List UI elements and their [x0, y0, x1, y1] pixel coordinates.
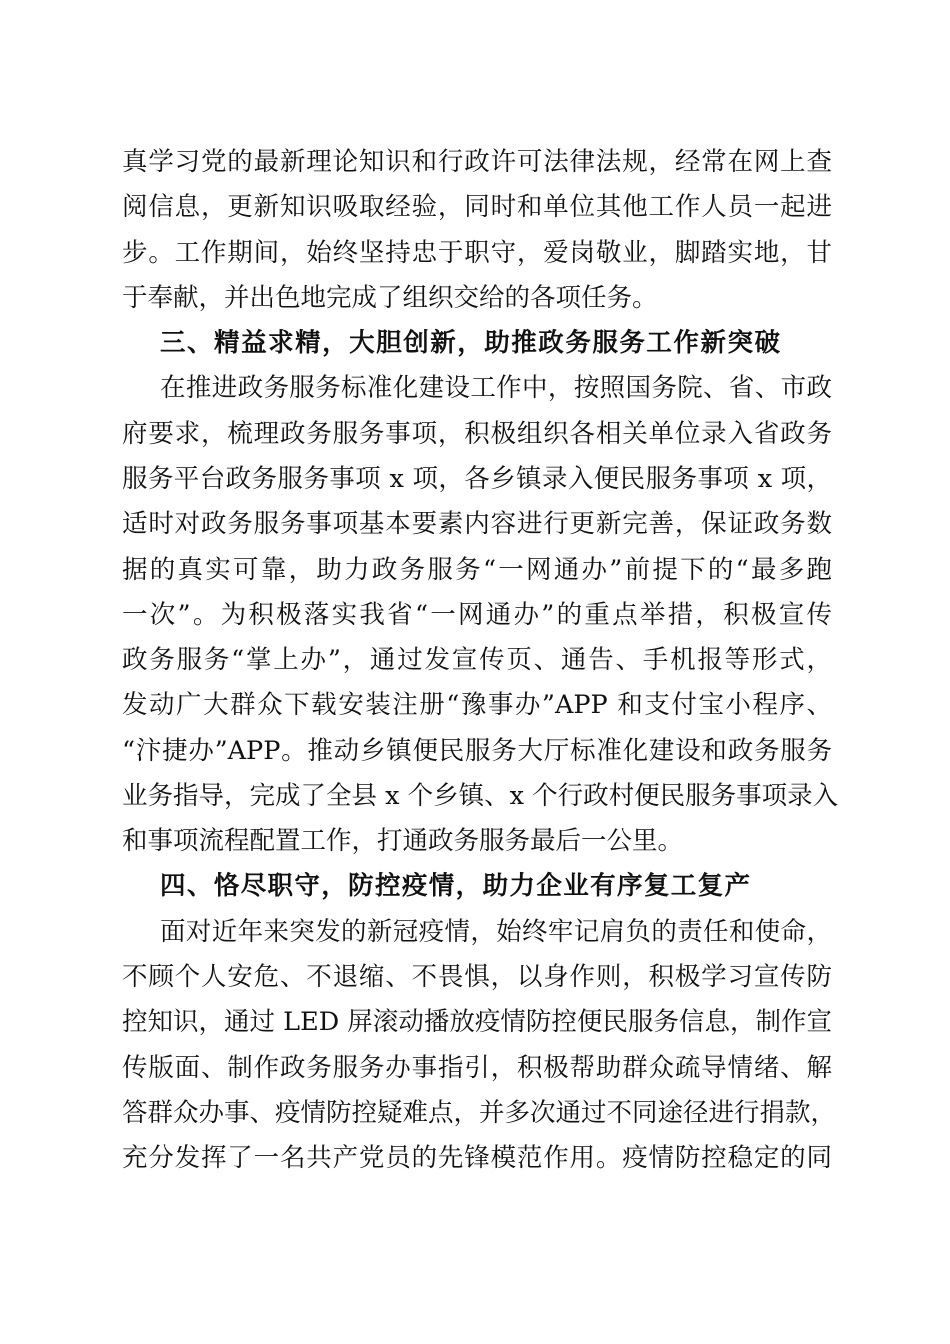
- body-line: 业务指导，完成了全县 x 个乡镇、x 个行政村便民服务事项录入: [122, 781, 839, 811]
- body-line: 据的真实可靠，助力政务服务“一网通办”前提下的“最多跑: [122, 555, 832, 585]
- body-line: 真学习党的最新理论知识和行政许可法律法规，经常在网上查: [122, 147, 832, 177]
- body-line: 政务服务“掌上办”，通过发宣传页、通告、手机报等形式，: [122, 645, 832, 675]
- body-line: “汴捷办”APP。推动乡镇便民服务大厅标准化建设和政务服务: [122, 736, 832, 766]
- section-heading-3: 三、精益求精，大胆创新，助推政务服务工作新突破: [160, 328, 780, 358]
- body-line: 和事项流程配置工作，打通政务服务最后一公里。: [122, 826, 684, 856]
- section-heading-4: 四、恪尽职守，防控疫情，助力企业有序复工复产: [160, 871, 750, 901]
- body-line: 发动广大群众下载安装注册“豫事办”APP 和支付宝小程序、: [122, 690, 832, 720]
- body-line: 充分发挥了一名共产党员的先锋模范作用。疫情防控稳定的同: [122, 1143, 832, 1173]
- body-line: 步。工作期间，始终坚持忠于职守，爱岗敬业，脚踏实地，甘: [122, 238, 832, 268]
- body-line: 府要求，梳理政务服务事项，积极组织各相关单位录入省政务: [122, 419, 832, 449]
- body-line: 于奉献，并出色地完成了组织交给的各项任务。: [122, 283, 658, 313]
- body-line: 服务平台政务服务事项 x 项，各乡镇录入便民服务事项 x 项，: [122, 464, 832, 494]
- body-line: 阅信息，更新知识吸取经验，同时和单位其他工作人员一起进: [122, 192, 832, 222]
- body-line: 在推进政务服务标准化建设工作中，按照国务院、省、市政: [160, 373, 832, 403]
- body-line: 传版面、制作政务服务办事指引，积极帮助群众疏导情绪、解: [122, 1053, 832, 1083]
- body-line: 面对近年来突发的新冠疫情，始终牢记肩负的责任和使命，: [160, 917, 832, 947]
- body-line: 一次”。为积极落实我省“一网通办”的重点举措，积极宣传: [122, 600, 832, 630]
- body-line: 控知识，通过 LED 屏滚动播放疫情防控便民服务信息，制作宣: [122, 1007, 832, 1037]
- body-line: 适时对政务服务事项基本要素内容进行更新完善，保证政务数: [122, 509, 832, 539]
- body-line: 不顾个人安危、不退缩、不畏惧，以身作则，积极学习宣传防: [122, 962, 832, 992]
- body-line: 答群众办事、疫情防控疑难点，并多次通过不同途径进行捐款，: [122, 1098, 837, 1128]
